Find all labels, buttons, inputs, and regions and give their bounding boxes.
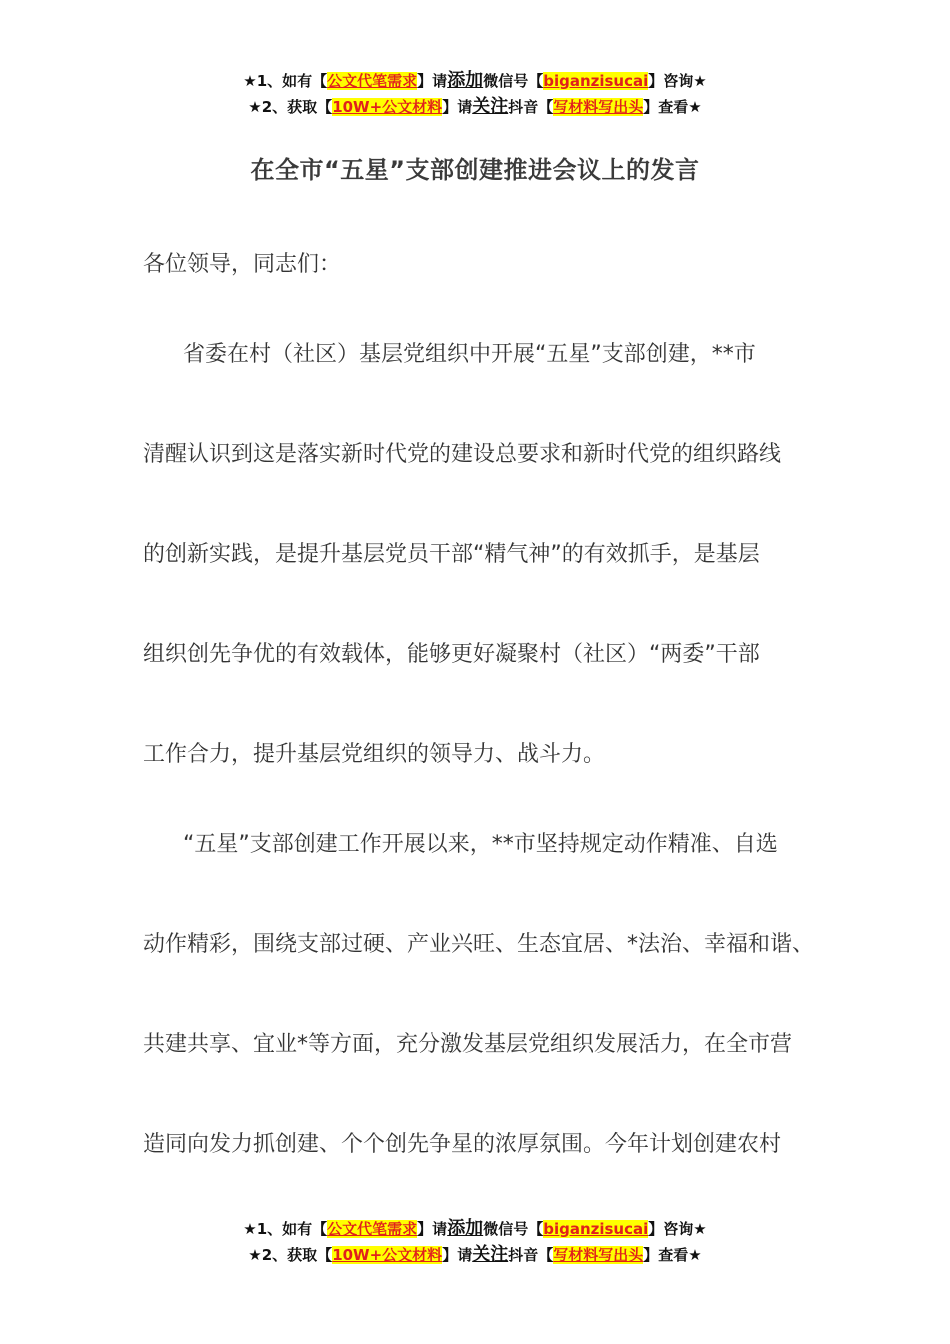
paragraph-line: 工作合力，提升基层党组织的领导力、战斗力。 — [143, 742, 606, 767]
paragraph-line: 共建共享、宜业*等方面，充分激发基层党组织发展活力，在全市营 — [143, 1032, 793, 1057]
promo-highlight: 公文代笔需求 — [327, 72, 418, 90]
promo-text: 抖音【 — [508, 1246, 554, 1264]
paragraph-line: 造同向发力抓创建、个个创先争星的浓厚氛围。今年计划创建农村 — [143, 1132, 782, 1157]
promo-highlight: 公文代笔需求 — [327, 1220, 418, 1238]
paragraph-line: 省委在村（社区）基层党组织中开展“五星”支部创建，**市 — [183, 342, 756, 367]
footer-promo-banner — [0, 1216, 950, 1268]
promo-highlight: 10W+公文材料 — [332, 1246, 443, 1264]
promo-text: 】请 — [417, 72, 448, 90]
header-promo-banner — [0, 68, 950, 120]
promo-text: 微信号【 — [483, 1220, 544, 1238]
promo-highlight: 10W+公文材料 — [332, 98, 443, 116]
promo-text: 抖音【 — [508, 98, 554, 116]
promo-text: ★1、如有【 — [243, 72, 328, 90]
paragraph-line: 组织创先争优的有效载体，能够更好凝聚村（社区）“两委”干部 — [143, 642, 760, 667]
promo-douyin-id: 写材料写出头 — [553, 1246, 644, 1264]
document-title: 在全市“五星”支部创建推进会议上的发言 — [250, 156, 700, 184]
promo-line-2 — [0, 94, 950, 120]
paragraph-line: 动作精彩，围绕支部过硬、产业兴旺、生态宜居、*法治、幸福和谐、 — [143, 932, 815, 957]
promo-text: 】请 — [417, 1220, 448, 1238]
promo-text: 】查看★ — [643, 98, 702, 116]
promo-text: 微信号【 — [483, 72, 544, 90]
promo-text: 】请 — [442, 1246, 473, 1264]
promo-line-1 — [0, 68, 950, 94]
promo-emphasis: 添加 — [447, 70, 484, 91]
promo-text: 】查看★ — [643, 1246, 702, 1264]
promo-wechat-id: biganzisucai — [543, 1220, 649, 1238]
promo-emphasis: 添加 — [447, 1218, 484, 1239]
promo-text: ★1、如有【 — [243, 1220, 328, 1238]
paragraph-line: “五星”支部创建工作开展以来，**市坚持规定动作精准、自选 — [183, 832, 778, 857]
promo-line-1 — [0, 1216, 950, 1242]
promo-douyin-id: 写材料写出头 — [553, 98, 644, 116]
promo-text: 】请 — [442, 98, 473, 116]
paragraph-line: 的创新实践，是提升基层党员干部“精气神”的有效抓手，是基层 — [143, 542, 760, 567]
promo-wechat-id: biganzisucai — [543, 72, 649, 90]
promo-text: ★2、获取【 — [248, 1246, 333, 1264]
promo-emphasis: 关注 — [472, 96, 509, 117]
promo-text: ★2、获取【 — [248, 98, 333, 116]
promo-text: 】咨询★ — [648, 72, 707, 90]
salutation: 各位领导，同志们： — [143, 252, 342, 277]
promo-text: 】咨询★ — [648, 1220, 707, 1238]
paragraph-line: 清醒认识到这是落实新时代党的建设总要求和新时代党的组织路线 — [143, 442, 782, 467]
promo-emphasis: 关注 — [472, 1244, 509, 1265]
promo-line-2 — [0, 1242, 950, 1268]
